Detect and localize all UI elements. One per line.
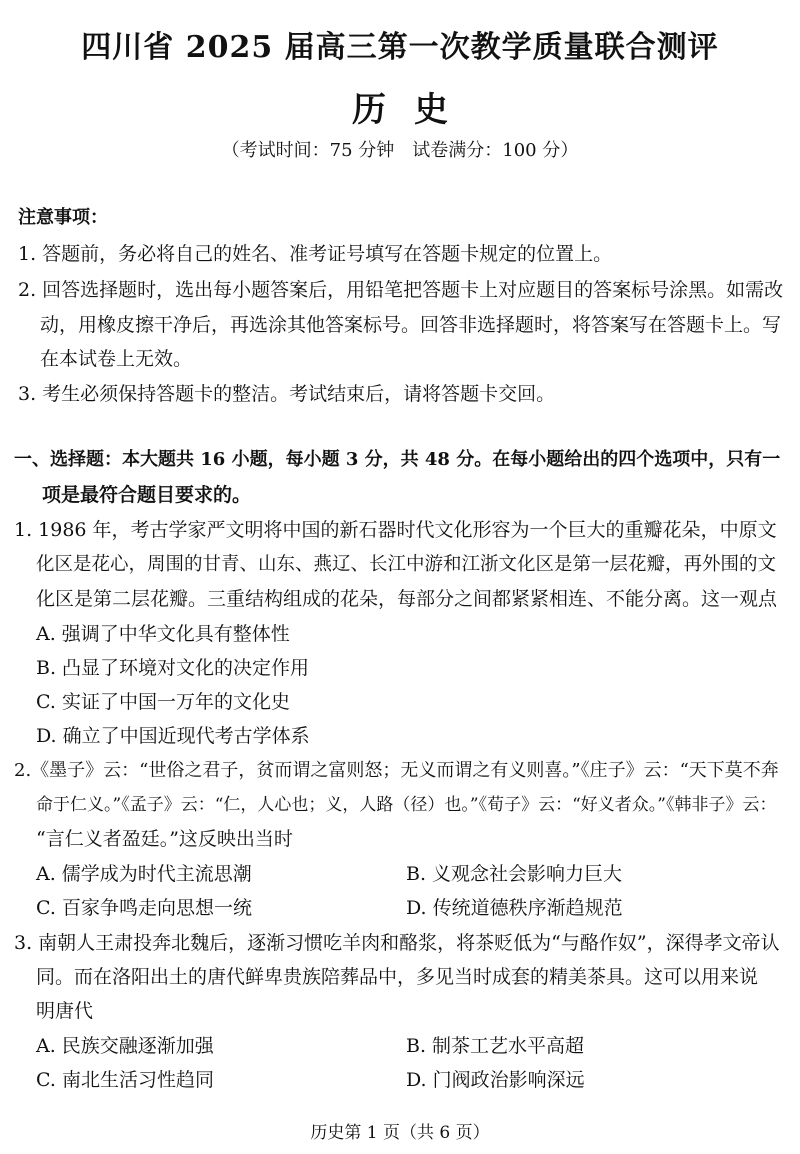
q1-option-a: A. 强调了中华文化具有整体性	[36, 623, 290, 645]
q3-stem-line-3: 明唐代	[36, 1000, 94, 1022]
q3-option-b: B. 制茶工艺水平高超	[406, 1035, 585, 1057]
q1-option-c: C. 实证了中国一万年的文化史	[36, 691, 290, 713]
section-heading-line-2: 项是最符合题目要求的。	[42, 484, 252, 506]
notice-item-2-line-1: 2. 回答选择题时，选出每小题答案后，用铅笔把答题卡上对应题目的答案标号涂黑。如需改	[18, 279, 784, 301]
q2-option-b: B. 义观念社会影响力巨大	[406, 863, 623, 885]
q1-option-b: B. 凸显了环境对文化的决定作用	[36, 657, 310, 679]
notice-item-2-line-2: 动，用橡皮擦干净后，再选涂其他答案标号。回答非选择题时，将答案写在答题卡上。写	[40, 314, 782, 336]
notice-item-3: 3. 考生必须保持答题卡的整洁。考试结束后，请将答题卡交回。	[18, 383, 556, 405]
q1-option-d: D. 确立了中国近现代考古学体系	[36, 725, 310, 747]
section-heading-line-1: 一、选择题：本大题共 16 小题，每小题 3 分，共 48 分。在每小题给出的四个选项中，只有一	[14, 449, 781, 470]
page-number-footer: 历史第 1 页（共 6 页）	[310, 1123, 490, 1143]
q2-option-c: C. 百家争鸣走向思想一统	[36, 897, 252, 919]
subject-title: 历史	[352, 90, 476, 130]
q3-option-a: A. 民族交融逐渐加强	[36, 1035, 214, 1057]
q1-stem-line-1: 1. 1986 年，考古学家严文明将中国的新石器时代文化形容为一个巨大的重瓣花朵，中原文	[14, 519, 777, 541]
q3-stem-line-2: 同。而在洛阳出土的唐代鲜卑贵族陪葬品中，多见当时成套的精美茶具。这可以用来说	[36, 966, 759, 988]
q1-stem-line-2: 化区是花心，周围的甘青、山东、燕辽、长江中游和江浙文化区是第一层花瓣，再外围的文	[36, 554, 777, 575]
q3-stem-line-1: 3. 南朝人王肃投奔北魏后，逐渐习惯吃羊肉和酪浆，将茶贬低为“与酪作奴”，深得孝文帝认	[14, 932, 780, 954]
q2-stem-line-2: 命于仁义。”《孟子》云：“仁，人心也；义，人路（径）也。”《荀子》云：“好义者众。”《韩非子》云：	[36, 795, 777, 815]
exam-title: 四川省 2025 届高三第一次教学质量联合测评	[81, 30, 719, 65]
exam-info: （考试时间：75 分钟 试卷满分：100 分）	[221, 140, 579, 161]
q3-option-d: D. 门阀政治影响深远	[406, 1069, 585, 1091]
q2-option-d: D. 传统道德秩序渐趋规范	[406, 897, 623, 919]
q3-option-c: C. 南北生活习性趋同	[36, 1069, 214, 1091]
notice-item-1: 1. 答题前，务必将自己的姓名、准考证号填写在答题卡规定的位置上。	[18, 243, 613, 265]
q2-stem-line-1: 2.《墨子》云：“世俗之君子，贫而谓之富则怒；无义而谓之有义则喜。”《庄子》云：“天下莫不奔	[14, 760, 779, 781]
q2-option-a: A. 儒学成为时代主流思潮	[36, 863, 252, 885]
notice-heading: 注意事项：	[18, 207, 108, 228]
notice-item-2-line-3: 在本试卷上无效。	[40, 348, 193, 370]
q2-stem-line-3: “言仁义者盈廷。”这反映出当时	[36, 828, 293, 850]
q1-stem-line-3: 化区是第二层花瓣。三重结构组成的花朵，每部分之间都紧紧相连、不能分离。这一观点	[36, 588, 778, 610]
